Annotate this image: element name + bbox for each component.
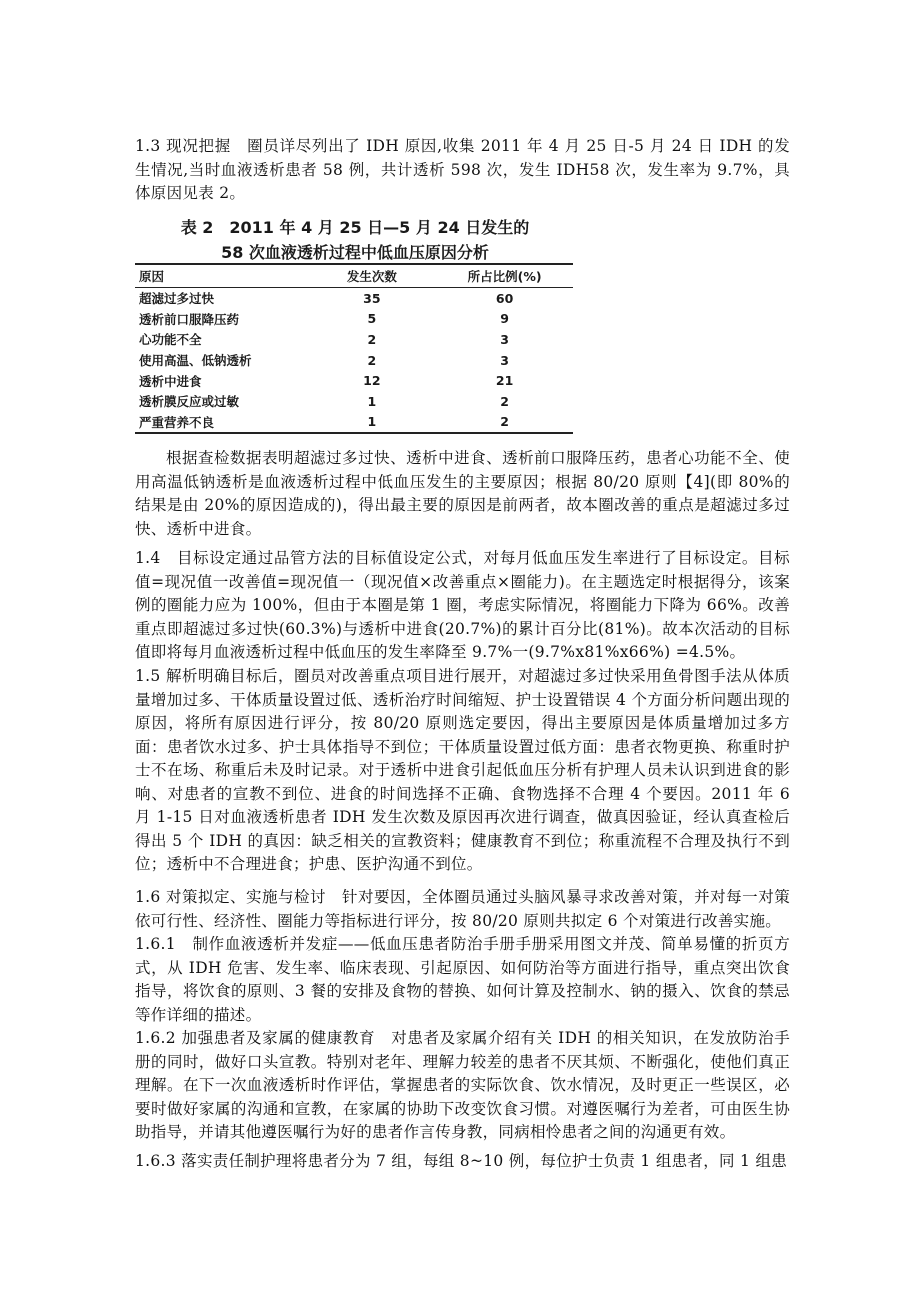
paragraph-1-6: 1.6 对策拟定、实施与检讨 针对要因，全体圈员通过头脑风暴寻求改善对策，并对每一对策依可行性、经济性、圈能力等指标进行评分，按 80/20 原则共拟定 6 个对策进行改善实施。 bbox=[135, 888, 790, 930]
row-count: 5 bbox=[367, 311, 377, 327]
paragraph-1-5: 1.5 解析明确目标后，圈员对改善重点项目进行展开，对超滤过多过快采用鱼骨图手法从体质量增加过多、干体质量设置过低、透析治疗时间缩短、护士设置错误 4 个方面分析问题出现的原因，将所有原因进行评分，按 80/20 原则选定要因，得出主要原因是体质量增加过多方面：患者饮水过多、护士具体指导不到位；干体质量设置过低方面：患者衣物更换、称重时护士不在场、称重后未及时记录。对于透析中进食引起低血压分析有护理人员未认识到进食的影响、对患者的宣教不到位、进食的时间选择不正确、食物选择不合理 4 个要因。2011 年 6 月 1-15 日对血液透析患者 IDH 发生次数及原因再次进行调查，做真因验证，经认真查检后得出 5 个 IDH 的真因：缺乏相关的宣教资料；健康教育不到位；称重流程不合理及执行不到位；透析中不合理进食；护患、医护沟通不到位。 bbox=[135, 667, 790, 873]
paragraph-1-6-2: 1.6.2 加强患者及家属的健康教育 对患者及家属介绍有关 IDH 的相关知识，在发放防治手册的同时，做好口头宣教。特别对老年、理解力较差的患者不厌其烦、不断强化，使他们真正理解。在下一次血液透析时作评估，掌握患者的实际饮食、饮水情况，及时更正一些误区，必要时做好家属的沟通和宣教，在家属的协助下改变饮食习惯。对遵医嘱行为差者，可由医生协助指导，并请其他遵医嘱行为好的患者作言传身教，同病相怜患者之间的沟通更有效。 bbox=[135, 1029, 790, 1141]
paragraph-analysis: 根据查检数据表明超滤过多过快、透析中进食、透析前口服降压药，患者心功能不全、使用高温低钠透析是血液透析过程中低血压发生的主要原因；根据 80/20 原则【4](即 80%的结果是由 20%的原因造成的)，得出最主要的原因是前两者，故本圈改善的重点是超滤过多过快、透析中进食。 bbox=[135, 449, 790, 538]
row-percent: 9 bbox=[500, 311, 509, 327]
paragraph-1-3: 1.3 现况把握 圈员详尽列出了 IDH 原因,收集 2011 年 4 月 25 日-5 月 24 日 IDH 的发生情况,当时血液透析患者 58 例，共计透析 598 次，发生 IDH58 次，发生率为 9.7%，具体原因见表 2。 bbox=[135, 137, 790, 202]
row-cause: 透析前口服降压药 bbox=[139, 311, 240, 327]
row-cause: 透析膜反应或过敏 bbox=[139, 394, 240, 410]
table-row bbox=[135, 412, 573, 434]
table-row bbox=[135, 329, 573, 350]
idh-cause-table bbox=[135, 263, 573, 434]
table-title-line-1: 表 2 2011 年 4 月 25 日—5 月 24 日发生的 bbox=[180, 218, 530, 237]
row-percent: 2 bbox=[500, 393, 509, 409]
table-title-line-2: 58 次血液透析过程中低血压原因分析 bbox=[221, 243, 489, 262]
table-row bbox=[135, 288, 573, 309]
paragraph-1-4: 1.4 目标设定通过品管方法的目标值设定公式，对每月低血压发生率进行了目标设定。目标值=现况值一改善值=现况值一（现况值×改善重点×圈能力)。在主题选定时根据得分，该案例的圈能力应为 100%，但由于本圈是第 1 圈，考虑实际情况，将圈能力下降为 66%。改善重点即超滤过多过快(60.3%)与透析中进食(20.7%)的累计百分比(81%)。故本次活动的目标值即将每月血液透析过程中低血压的发生率降至 9.7%一(9.7%x81%x66%) =4.5%。 bbox=[135, 549, 790, 661]
row-cause: 使用高温、低钠透析 bbox=[139, 353, 252, 369]
table-row bbox=[135, 391, 573, 412]
row-count: 1 bbox=[307, 412, 436, 434]
row-cause: 严重营养不良 bbox=[135, 412, 307, 434]
row-percent: 3 bbox=[500, 352, 509, 368]
row-count: 1 bbox=[367, 393, 377, 409]
table-row bbox=[135, 309, 573, 330]
header-percent: 所占比例(%) bbox=[436, 264, 573, 288]
row-count: 12 bbox=[363, 373, 381, 389]
paragraph-1-6-3: 1.6.3 落实责任制护理将患者分为 7 组，每组 8~10 例，每位护士负责 1 组患者，同 1 组患 bbox=[135, 1152, 788, 1170]
header-count: 发生次数 bbox=[307, 264, 436, 288]
table-row bbox=[135, 370, 573, 391]
row-count: 35 bbox=[363, 290, 381, 306]
header-cause: 原因 bbox=[135, 264, 307, 288]
row-percent: 2 bbox=[436, 412, 573, 434]
row-count: 2 bbox=[367, 352, 377, 368]
table-row bbox=[135, 350, 573, 371]
table-header-row bbox=[135, 264, 573, 288]
paragraph-1-6-1: 1.6.1 制作血液透析并发症——低血压患者防治手册手册采用图文并茂、简单易懂的折页方式，从 IDH 危害、发生率、临床表现、引起原因、如何防治等方面进行指导，重点突出饮食指导，将饮食的原则、3 餐的安排及食物的替换、如何计算及控制水、钠的摄入、饮食的禁忌等作详细的描述。 bbox=[135, 935, 790, 1024]
row-percent: 60 bbox=[495, 290, 514, 306]
row-cause: 心功能不全 bbox=[139, 332, 202, 348]
row-percent: 21 bbox=[495, 373, 514, 389]
row-count: 2 bbox=[367, 331, 377, 347]
row-cause: 透析中进食 bbox=[139, 373, 202, 389]
row-cause: 超滤过多过快 bbox=[139, 291, 215, 307]
row-percent: 3 bbox=[500, 331, 509, 347]
